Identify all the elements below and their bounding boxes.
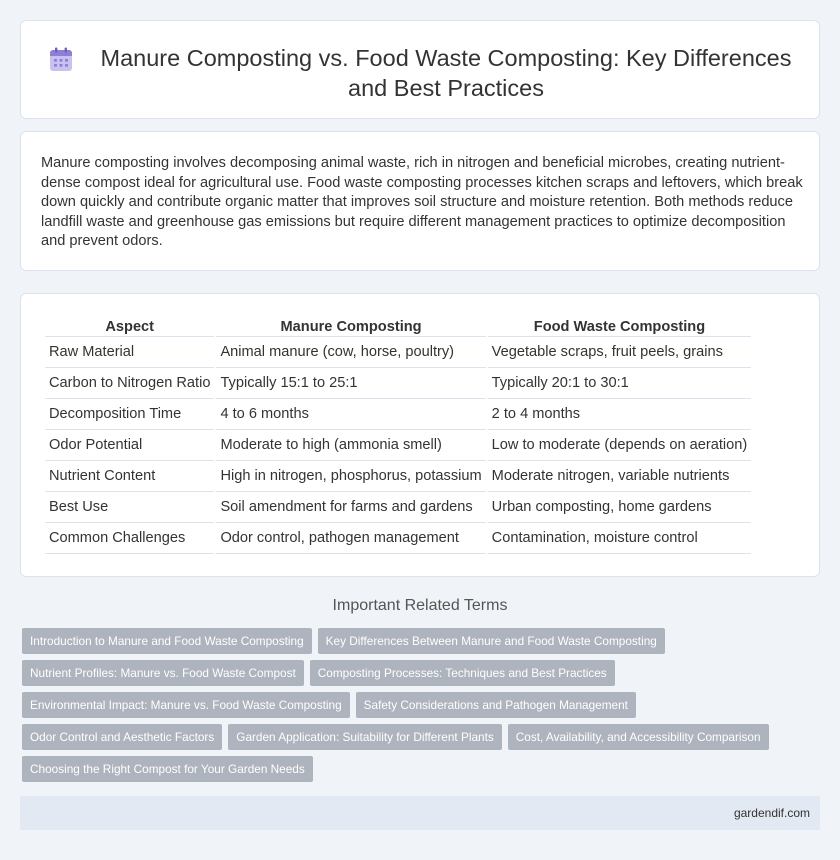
cell-aspect: Best Use xyxy=(45,492,214,523)
footer-bar xyxy=(20,796,820,830)
intro-paragraph: Manure composting involves decomposing animal waste, rich in nitrogen and beneficial microbes, creating nutrient-dense compost ideal for agricultural use. Food waste composting processes kitchen scraps and leftovers, which break down quickly and contribute organic matter that improves soil structure and moisture retention. Both methods reduce landfill waste and greenhouse gas emissions but require different management practices to optimize decomposition and prevent odors. xyxy=(41,155,803,250)
header-card xyxy=(20,20,820,119)
related-term-tag[interactable]: Odor Control and Aesthetic Factors xyxy=(22,724,222,750)
related-term-tag[interactable]: Garden Application: Suitability for Different Plants xyxy=(228,724,502,750)
intro-card xyxy=(20,131,820,271)
cell-aspect: Nutrient Content xyxy=(45,461,214,492)
related-term-tag[interactable]: Cost, Availability, and Accessibility Comparison xyxy=(508,724,769,750)
cell-food-waste: Low to moderate (depends on aeration) xyxy=(488,430,752,461)
cell-food-waste: Contamination, moisture control xyxy=(488,523,752,554)
cell-aspect: Raw Material xyxy=(45,337,214,368)
column-header-aspect: Aspect xyxy=(45,315,214,337)
tag-row xyxy=(22,692,822,718)
cell-manure: 4 to 6 months xyxy=(216,399,485,430)
column-header-food-waste: Food Waste Composting xyxy=(488,315,752,337)
cell-aspect: Common Challenges xyxy=(45,523,214,554)
title-section xyxy=(21,21,821,120)
tag-row xyxy=(22,724,822,750)
cell-food-waste: Typically 20:1 to 30:1 xyxy=(488,368,752,399)
comparison-table xyxy=(43,315,753,554)
table-row xyxy=(45,430,751,461)
related-term-tag[interactable]: Composting Processes: Techniques and Best Practices xyxy=(310,660,615,686)
table-row xyxy=(45,399,751,430)
related-terms-heading: Important Related Terms xyxy=(332,597,508,614)
footer-site-link[interactable]: gardendif.com xyxy=(733,806,810,820)
related-term-tag[interactable]: Nutrient Profiles: Manure vs. Food Waste Compost xyxy=(22,660,304,686)
tag-row xyxy=(22,756,822,782)
cell-manure: Animal manure (cow, horse, poultry) xyxy=(216,337,485,368)
related-term-tag[interactable]: Environmental Impact: Manure vs. Food Waste Composting xyxy=(22,692,350,718)
cell-food-waste: 2 to 4 months xyxy=(488,399,752,430)
related-term-tag[interactable]: Safety Considerations and Pathogen Management xyxy=(356,692,636,718)
cell-manure: Soil amendment for farms and gardens xyxy=(216,492,485,523)
cell-food-waste: Urban composting, home gardens xyxy=(488,492,752,523)
calendar-icon xyxy=(49,47,73,73)
tag-row xyxy=(22,628,822,654)
page-title: Manure Composting vs. Food Waste Composting: Key Differences and Best Practices xyxy=(100,45,792,101)
cell-aspect: Carbon to Nitrogen Ratio xyxy=(45,368,214,399)
table-row xyxy=(45,523,751,554)
cell-aspect: Odor Potential xyxy=(45,430,214,461)
table-row xyxy=(45,461,751,492)
related-term-tag[interactable]: Key Differences Between Manure and Food Waste Composting xyxy=(318,628,665,654)
cell-manure: Typically 15:1 to 25:1 xyxy=(216,368,485,399)
cell-manure: Moderate to high (ammonia smell) xyxy=(216,430,485,461)
table-row xyxy=(45,337,751,368)
cell-food-waste: Vegetable scraps, fruit peels, grains xyxy=(488,337,752,368)
column-header-manure: Manure Composting xyxy=(216,315,485,337)
cell-manure: High in nitrogen, phosphorus, potassium xyxy=(216,461,485,492)
cell-aspect: Decomposition Time xyxy=(45,399,214,430)
tag-row xyxy=(22,660,822,686)
related-terms-list xyxy=(22,628,822,788)
related-term-tag[interactable]: Choosing the Right Compost for Your Garden Needs xyxy=(22,756,313,782)
cell-manure: Odor control, pathogen management xyxy=(216,523,485,554)
table-row xyxy=(45,492,751,523)
table-row xyxy=(45,368,751,399)
comparison-card xyxy=(20,293,820,577)
table-header-row xyxy=(45,315,751,337)
cell-food-waste: Moderate nitrogen, variable nutrients xyxy=(488,461,752,492)
related-term-tag[interactable]: Introduction to Manure and Food Waste Composting xyxy=(22,628,312,654)
